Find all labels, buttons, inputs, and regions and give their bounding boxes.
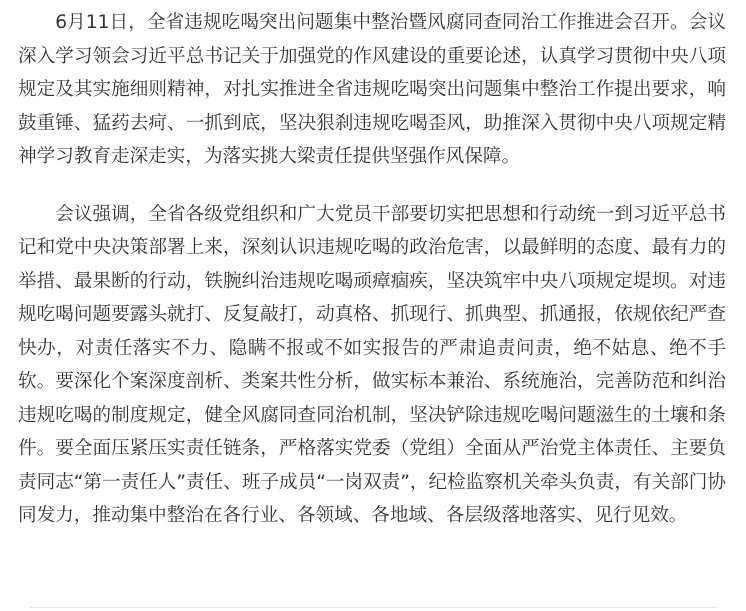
paragraph-2: 会议强调，全省各级党组织和广大党员干部要切实把思想和行动统一到习近平总书记和党中央决策部署上来，深刻认识违规吃喝的政治危害，以最鲜明的态度、最有力的举措、最果断的行动，铁腕纠治违规吃喝顽瘴痼疾，坚决筑牢中央八项规定堤坝。对违规吃喝问题要露头就打、反复敲打，动真格、抓现行、抓典型、抓通报，依规依纪严查快办，对责任落实不力、隐瞒不报或不如实报告的严肃追责问责，绝不姑息、绝不手软。要深化个案深度剖析、类案共性分析，做实标本兼治、系统施治，完善防范和纠治违规吃喝的制度规定，健全风腐同查同治机制，坚决铲除违规吃喝问题滋生的土壤和条件。要全面压紧压实责任链条，严格落实党委（党组）全面从严治党主体责任、主要负责同志“第一责任人”责任、班子成员“一岗双责”，纪检监察机关牵头负责，有关部门协同发力，推动集中整治在各行业、各领域、各地域、各层级落地落实、见行见效。 bbox=[18, 203, 726, 526]
bottom-divider bbox=[30, 607, 716, 608]
article-body bbox=[18, 6, 726, 533]
paragraph-1: 6月11日，全省违规吃喝突出问题集中整治暨风腐同查同治工作推进会召开。会议深入学习领会习近平总书记关于加强党的作风建设的重要论述，认真学习贯彻中央八项规定及其实施细则精神，对扎实推进全省违规吃喝突出问题集中整治工作提出要求，响鼓重锤、猛药去疴、一抓到底，坚决狠刹违规吃喝歪风，助推深入贯彻中央八项规定精神学习教育走深走实，为落实挑大梁责任提供坚强作风保障。 bbox=[18, 12, 726, 167]
